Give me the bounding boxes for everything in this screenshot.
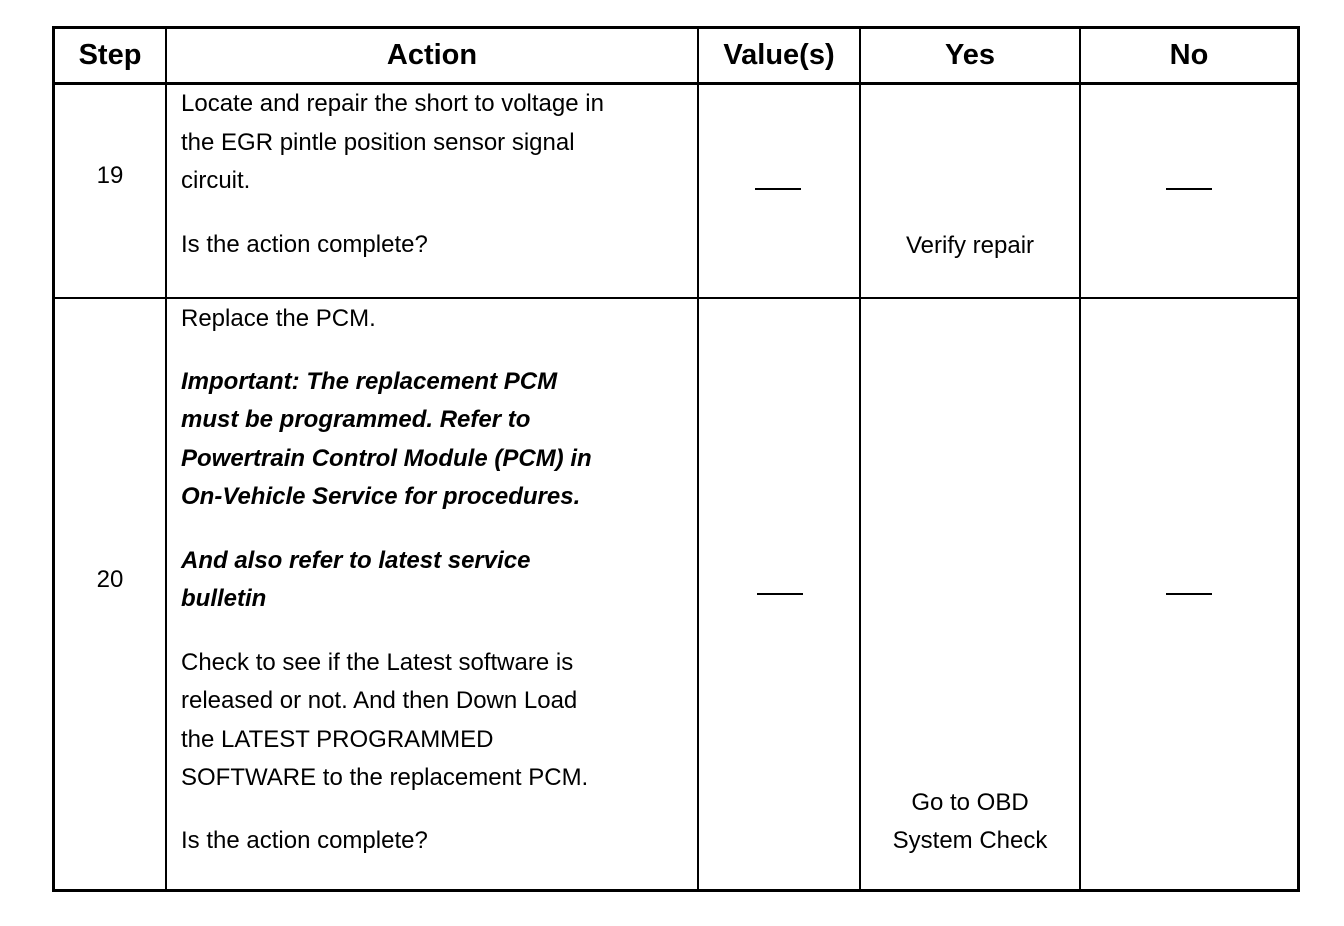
- important-note-line: Important: The replacement PCM: [181, 368, 558, 395]
- value-empty-dash: [757, 593, 803, 595]
- step-number: 19: [96, 162, 124, 189]
- important-note-line: Powertrain Control Module (PCM) in: [181, 445, 592, 472]
- header-step: Step: [78, 39, 142, 71]
- action-line: SOFTWARE to the replacement PCM.: [181, 764, 589, 791]
- action-line: circuit.: [181, 167, 251, 194]
- yes-result-line: System Check: [892, 827, 1048, 854]
- no-empty-dash: [1166, 593, 1212, 595]
- col-divider: [165, 29, 167, 889]
- action-line: Replace the PCM.: [181, 305, 376, 332]
- value-empty-dash: [755, 188, 801, 190]
- action-line: Check to see if the Latest software is: [181, 649, 574, 676]
- action-question: Is the action complete?: [181, 827, 428, 854]
- action-question: Is the action complete?: [181, 231, 428, 258]
- yes-result: Verify repair: [905, 232, 1035, 259]
- col-divider: [859, 29, 861, 889]
- header-no: No: [1169, 39, 1209, 71]
- important-note-line: must be programmed. Refer to: [181, 406, 531, 433]
- col-divider: [697, 29, 699, 889]
- yes-result-line: Go to OBD: [911, 789, 1029, 816]
- header-yes: Yes: [945, 39, 995, 71]
- no-empty-dash: [1166, 188, 1212, 190]
- action-line: the LATEST PROGRAMMED: [181, 726, 494, 753]
- row-divider: [55, 297, 1297, 299]
- step-number: 20: [96, 566, 124, 593]
- bulletin-note-line: And also refer to latest service: [181, 547, 531, 574]
- diagnostic-table: [52, 26, 1300, 892]
- header-action: Action: [386, 39, 478, 71]
- action-line: the EGR pintle position sensor signal: [181, 129, 575, 156]
- col-divider: [1079, 29, 1081, 889]
- bulletin-note-line: bulletin: [181, 585, 267, 612]
- action-line: Locate and repair the short to voltage in: [181, 90, 604, 117]
- important-note-line: On-Vehicle Service for procedures.: [181, 483, 581, 510]
- header-values: Value(s): [723, 39, 835, 71]
- action-line: released or not. And then Down Load: [181, 687, 578, 714]
